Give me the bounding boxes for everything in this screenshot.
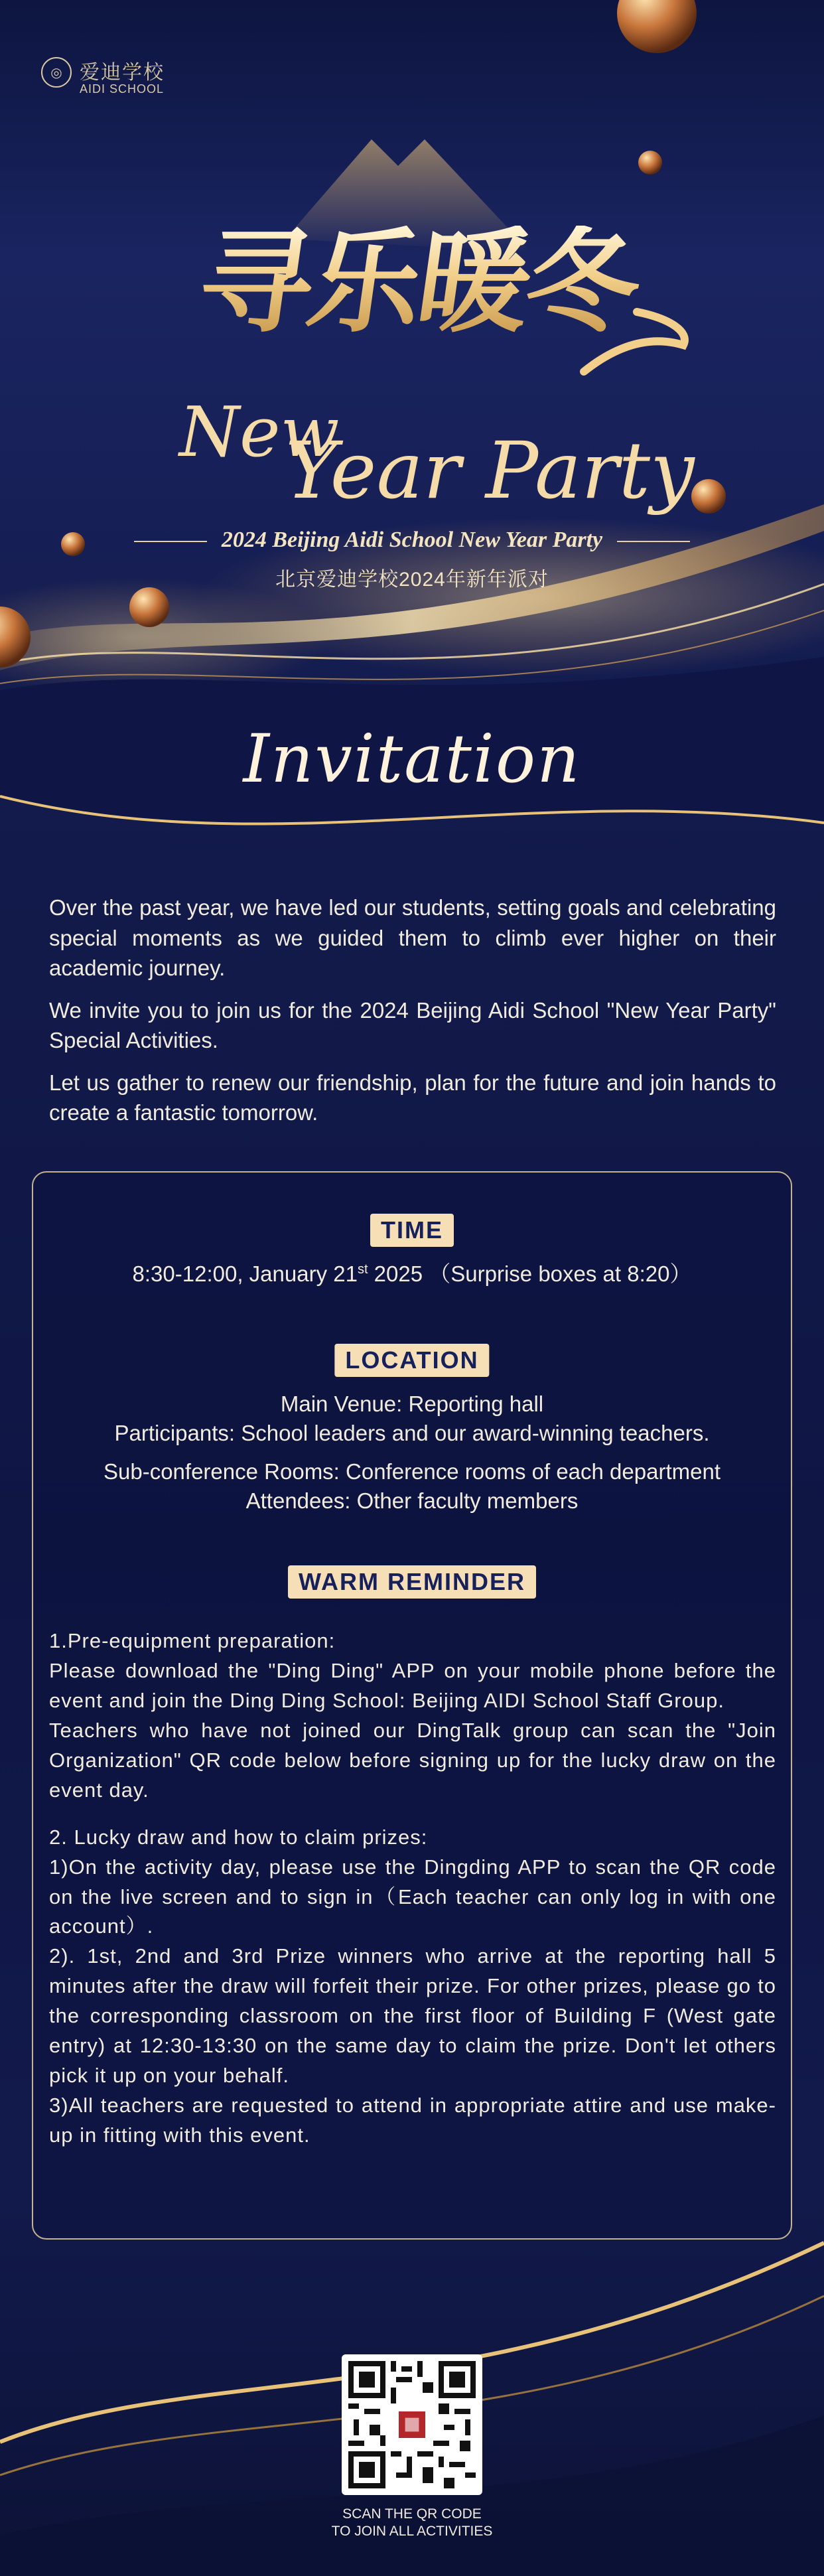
divider-left [134,541,207,542]
invitation-heading: Invitation [243,720,581,798]
location-label: LOCATION [334,1344,489,1377]
logo-subtitle: AIDI SCHOOL [80,82,165,96]
time-label: TIME [370,1214,454,1247]
details-card [32,1171,792,2240]
reminder-item: 3)All teachers are requested to attend in appropriate attire and use make-up in fitting with this event. [49,2094,776,2147]
reminder-section-1 [49,1626,776,1806]
reminder-item: 2). 1st, 2nd and 3rd Prize winners who arrive at the reporting hall 5 minutes after the draw will forfeit their prize. For other prizes, please go to the corresponding classroom on the first floor of Building F (West gate entry) at 12:30-13:30 on the same day to claim the prize. Don't let others pick it up on your behalf. [49,1944,776,2088]
location-sub-rooms: Sub-conference Rooms: Conference rooms of each department [103,1459,721,1484]
divider-right [617,541,690,542]
intro-paragraph: Let us gather to renew our friendship, plan for the future and join hands to create a fantastic tomorrow. [49,1070,776,1125]
reminder-item: Please download the "Ding Ding" APP on your mobile phone before the event and join the Ding Ding School: Beijing AIDI School Staff Group. [49,1658,776,1712]
reminder-item: 1)On the activity day, please use the Dingding APP to scan the QR code on the live screen and to sign in（Each teacher can only log in with one account）. [49,1855,776,1938]
location-attendees: Attendees: Other faculty members [245,1488,579,1513]
intro-paragraph: Over the past year, we have led our students, setting goals and celebrating special moments as we guided them to climb ever higher on their academic journey. [49,895,776,981]
qr-code[interactable] [342,2354,482,2495]
qr-code-icon [348,2361,476,2488]
title-new: New [179,392,340,472]
qr-caption-line-2: TO JOIN ALL ACTIVITIES [331,2524,493,2540]
warm-reminder-text [49,1626,776,2168]
event-subtitle-text: 2024 Beijing Aidi School New Year Party [221,528,603,552]
title-chinese: 寻乐暖冬 [158,226,678,338]
reminder-item: Teachers who have not joined our DingTalk group can scan the "Join Organization" QR code below before signing up for the lucky draw on the event day. [49,1718,776,1802]
location-participants: Participants: School leaders and our award-winning teachers. [114,1421,710,1445]
school-crest-icon: ◎ [41,57,72,88]
qr-caption [0,2506,824,2541]
title-year-party: Year Party [285,425,695,516]
qr-caption-line-1: SCAN THE QR CODE [342,2506,482,2522]
reminder-title: 2. Lucky draw and how to claim prizes: [49,1825,428,1849]
intro-paragraph: We invite you to join us for the 2024 Beijing Aidi School "New Year Party" Special Activities. [49,997,776,1053]
location-main-venue: Main Venue: Reporting hall [280,1392,544,1416]
intro-text [49,893,776,1140]
school-logo [41,53,240,100]
logo-name: 爱迪学校 [80,61,165,84]
reminder-title: 1.Pre-equipment preparation: [49,1629,336,1652]
warm-reminder-label: WARM REMINDER [288,1565,536,1599]
time-value: 8:30-12:00, January 21st 2025 （Surprise boxes at 8:20） [132,1261,692,1286]
event-subtitle [0,528,824,553]
reminder-section-2 [49,1823,776,2151]
hero-banner [0,0,824,863]
event-subtitle-chinese: 北京爱迪学校2024年新年派对 [275,569,549,591]
